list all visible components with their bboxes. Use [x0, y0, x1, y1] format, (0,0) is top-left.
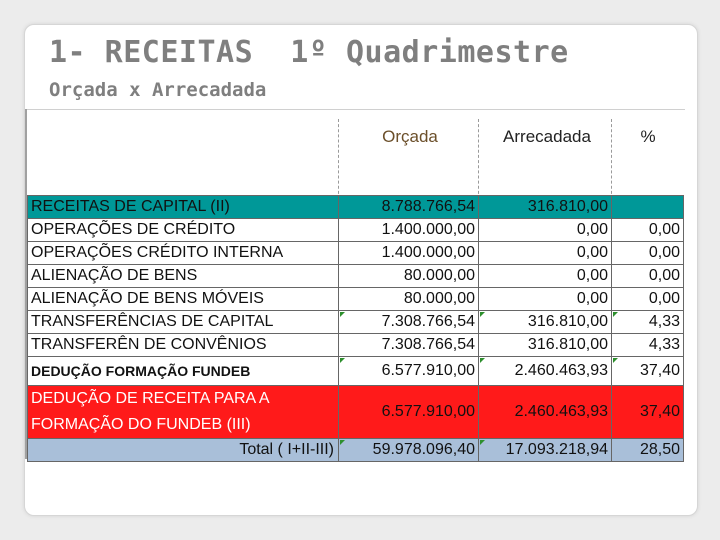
- row-label: TRANSFERÊNCIAS DE CAPITAL: [28, 311, 339, 334]
- percent-value: 0,00: [612, 242, 684, 265]
- grid-line: [611, 119, 612, 199]
- orcada-value: [339, 311, 479, 334]
- arrecadada-text: 17.093.218,94: [505, 441, 608, 458]
- orcada-value: [339, 439, 479, 462]
- percent-value: [612, 357, 684, 386]
- cell-marker-icon: [480, 440, 485, 445]
- table-row: [28, 288, 684, 311]
- spreadsheet: [25, 109, 685, 459]
- sheet-top-border: [25, 109, 685, 110]
- cell-marker-icon: [613, 358, 618, 363]
- percent-value: 28,50: [612, 439, 684, 462]
- row-label: RECEITAS DE CAPITAL (II): [28, 196, 339, 219]
- percent-value: 37,40: [612, 386, 684, 439]
- header-orcada: Orçada: [382, 127, 438, 146]
- row-label-line1: DEDUÇÃO DE RECEITA PARA A: [31, 390, 270, 407]
- table-row: [28, 219, 684, 242]
- table-row: [28, 334, 684, 357]
- arrecadada-value: 316.810,00: [479, 196, 612, 219]
- percent-value: 0,00: [612, 288, 684, 311]
- percent-value: 0,00: [612, 265, 684, 288]
- percent-value: [612, 311, 684, 334]
- arrecadada-value: 0,00: [479, 265, 612, 288]
- orcada-value: [339, 357, 479, 386]
- orcada-value: 1.400.000,00: [339, 219, 479, 242]
- table-row: [28, 265, 684, 288]
- cell-marker-icon: [480, 312, 485, 317]
- table-row-total: [28, 439, 684, 462]
- grid-line: [338, 119, 339, 199]
- cell-marker-icon: [613, 312, 618, 317]
- row-label: ALIENAÇÃO DE BENS MÓVEIS: [28, 288, 339, 311]
- slide: [24, 24, 698, 516]
- orcada-text: 6.577.910,00: [381, 362, 475, 379]
- total-label: Total ( I+II-III): [28, 439, 339, 462]
- orcada-text: 7.308.766,54: [381, 313, 475, 330]
- arrecadada-value: 2.460.463,93: [479, 386, 612, 439]
- orcada-value: 6.577.910,00: [339, 386, 479, 439]
- orcada-value: 1.400.000,00: [339, 242, 479, 265]
- header-arrecadada: Arrecadada: [503, 127, 591, 146]
- table-row: [28, 242, 684, 265]
- orcada-text: 59.978.096,40: [372, 441, 475, 458]
- header-percent: %: [640, 127, 656, 146]
- arrecadada-value: 0,00: [479, 288, 612, 311]
- cell-marker-icon: [480, 358, 485, 363]
- orcada-value: 7.308.766,54: [339, 334, 479, 357]
- row-label: ALIENAÇÃO DE BENS: [28, 265, 339, 288]
- arrecadada-text: 2.460.463,93: [514, 362, 608, 379]
- grid-line: [478, 119, 479, 199]
- slide-title: 1- RECEITAS 1º Quadrimestre: [49, 35, 569, 70]
- arrecadada-value: [479, 311, 612, 334]
- row-label: DEDUÇÃO FORMAÇÃO FUNDEB: [28, 357, 339, 386]
- arrecadada-value: 316.810,00: [479, 334, 612, 357]
- arrecadada-value: 0,00: [479, 219, 612, 242]
- arrecadada-value: [479, 439, 612, 462]
- slide-subtitle: Orçada x Arrecadada: [49, 79, 267, 101]
- table-row: [28, 311, 684, 334]
- arrecadada-text: 316.810,00: [527, 313, 608, 330]
- arrecadada-value: [479, 357, 612, 386]
- row-label: [28, 386, 339, 439]
- row-label: OPERAÇÕES DE CRÉDITO: [28, 219, 339, 242]
- table-row: [28, 357, 684, 386]
- row-label-line2: FORMAÇÃO DO FUNDEB (III): [31, 416, 251, 433]
- cell-marker-icon: [340, 312, 345, 317]
- orcada-value: 80.000,00: [339, 265, 479, 288]
- arrecadada-value: 0,00: [479, 242, 612, 265]
- table-row-fundeb: [28, 386, 684, 439]
- percent-value: [612, 196, 684, 219]
- table-row: [28, 196, 684, 219]
- revenue-table: [27, 195, 684, 462]
- percent-value: 0,00: [612, 219, 684, 242]
- orcada-value: 8.788.766,54: [339, 196, 479, 219]
- row-label: TRANSFERÊN DE CONVÊNIOS: [28, 334, 339, 357]
- percent-text: 37,40: [639, 362, 680, 379]
- orcada-value: 80.000,00: [339, 288, 479, 311]
- cell-marker-icon: [340, 440, 345, 445]
- percent-text: 4,33: [648, 313, 680, 330]
- cell-marker-icon: [340, 358, 345, 363]
- percent-value: 4,33: [612, 334, 684, 357]
- row-label: OPERAÇÕES CRÉDITO INTERNA: [28, 242, 339, 265]
